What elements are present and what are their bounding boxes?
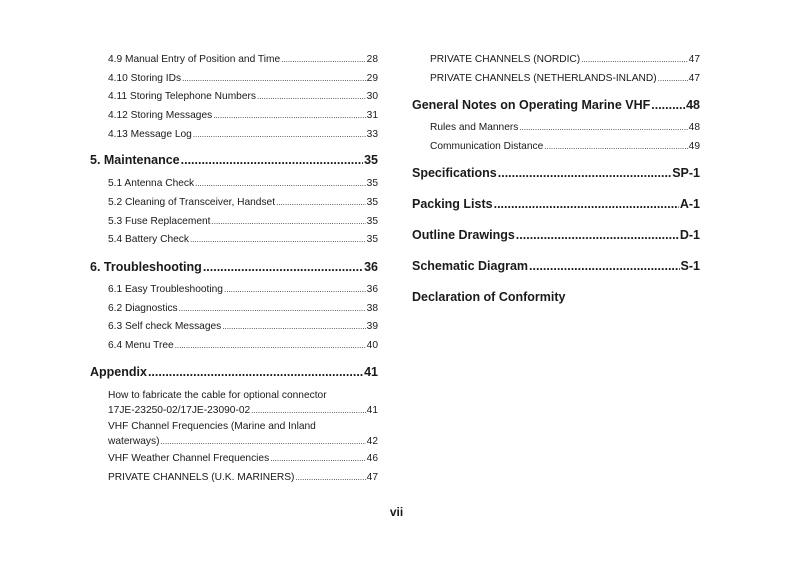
toc-entry-label: 4.9 Manual Entry of Position and Time (108, 54, 281, 65)
page-number: vii (389, 505, 404, 519)
dot-leader (179, 302, 366, 316)
toc-page-number: A-1 (679, 197, 700, 211)
toc-entry-label: 4.12 Storing Messages (108, 110, 213, 121)
toc-page-number: 35 (366, 178, 378, 189)
toc-entry-5-4[interactable] (108, 233, 378, 247)
toc-entry-label: 5.3 Fuse Replacement (108, 216, 211, 227)
toc-entry-label: 6.3 Self check Messages (108, 321, 222, 332)
toc-page-number: 28 (366, 54, 378, 65)
dot-leader (212, 215, 366, 229)
toc-entry-label: VHF Channel Frequencies (Marine and Inland (108, 421, 316, 432)
toc-entry-label: 6.1 Easy Troubleshooting (108, 284, 223, 295)
toc-page-number: 31 (366, 110, 378, 121)
toc-entry-private-uk[interactable] (108, 471, 378, 485)
toc-page-number: 42 (366, 436, 378, 447)
dot-leader (161, 434, 366, 449)
toc-entry-5-3[interactable] (108, 215, 378, 229)
dot-leader (270, 452, 365, 466)
toc-page-number: 35 (366, 197, 378, 208)
toc-entry-label: Rules and Manners (430, 122, 519, 133)
dot-leader (257, 90, 366, 104)
toc-section-outline-drawings[interactable] (412, 227, 700, 243)
toc-section-title: Schematic Diagram (412, 259, 529, 273)
toc-page-number: 33 (366, 129, 378, 140)
toc-entry-label: How to fabricate the cable for optional connector (108, 390, 327, 401)
toc-entry-label: PRIVATE CHANNELS (NORDIC) (430, 54, 581, 65)
dot-leader (203, 259, 363, 275)
toc-section-title: 5. Maintenance (90, 153, 180, 167)
toc-page-number: S-1 (680, 259, 700, 273)
toc-entry-label: 6.4 Menu Tree (108, 340, 174, 351)
dot-leader (494, 196, 679, 212)
dot-leader (175, 339, 366, 353)
dot-leader (544, 140, 687, 154)
dot-leader (516, 227, 679, 243)
toc-page-number: 30 (366, 91, 378, 102)
toc-entry-4-12[interactable] (108, 109, 378, 123)
toc-section-specifications[interactable] (412, 165, 700, 181)
dot-leader (181, 152, 363, 168)
toc-page-number: 35 (366, 234, 378, 245)
toc-entry-private-netherlands[interactable] (430, 72, 700, 86)
toc-entry-label: 4.13 Message Log (108, 129, 192, 140)
toc-page-number: 41 (364, 365, 378, 379)
toc-page-number: 48 (686, 98, 700, 112)
toc-section-title: Specifications (412, 166, 497, 180)
toc-page-number: 39 (366, 321, 378, 332)
toc-section-schematic-diagram[interactable] (412, 258, 700, 274)
dot-leader (581, 53, 687, 67)
dot-leader (190, 233, 366, 247)
toc-page-number: D-1 (679, 228, 700, 242)
dot-leader (195, 177, 366, 191)
toc-page-number: 41 (366, 405, 378, 416)
toc-entry-label: waterways) (108, 436, 160, 447)
toc-section-title: Outline Drawings (412, 228, 515, 242)
toc-page-number: 47 (688, 54, 700, 65)
toc-page-number: 35 (364, 153, 378, 167)
toc-section-troubleshooting[interactable] (90, 259, 378, 275)
dot-leader (224, 283, 366, 297)
toc-section-declaration[interactable] (412, 289, 700, 305)
toc-section-maintenance[interactable] (90, 152, 378, 168)
toc-section-title: Declaration of Conformity (412, 290, 566, 304)
toc-entry-4-11[interactable] (108, 90, 378, 104)
toc-entry-label: 17JE-23250-02/17JE-23090-02 (108, 405, 251, 416)
dot-leader (658, 72, 688, 86)
toc-page-number: 36 (366, 284, 378, 295)
toc-page-number: 48 (688, 122, 700, 133)
dot-leader (251, 403, 365, 418)
dot-leader (193, 128, 366, 142)
toc-entry-label: PRIVATE CHANNELS (U.K. MARINERS) (108, 472, 295, 483)
toc-entry-label: 5.1 Antenna Check (108, 178, 195, 189)
dot-leader (498, 165, 671, 181)
toc-section-title: Packing Lists (412, 197, 493, 211)
toc-entry-private-nordic[interactable] (430, 53, 700, 67)
dot-leader (519, 121, 687, 135)
toc-entry-4-13[interactable] (108, 128, 378, 142)
toc-entry-label: 4.10 Storing IDs (108, 73, 182, 84)
toc-section-general-notes[interactable] (412, 97, 700, 113)
toc-page-number: 36 (364, 260, 378, 274)
toc-entry-rules-and-manners[interactable] (430, 121, 700, 135)
toc-entry-label: 5.4 Battery Check (108, 234, 189, 245)
dot-leader (276, 196, 366, 210)
dot-leader (281, 53, 366, 67)
toc-entry-label: 6.2 Diagnostics (108, 303, 178, 314)
toc-entry-6-2[interactable] (108, 302, 378, 316)
toc-entry-communication-distance[interactable] (430, 140, 700, 154)
toc-entry-label: 5.2 Cleaning of Transceiver, Handset (108, 197, 276, 208)
dot-leader (222, 320, 365, 334)
toc-entry-label: PRIVATE CHANNELS (NETHERLANDS-INLAND) (430, 73, 657, 84)
toc-page-number: 35 (366, 216, 378, 227)
dot-leader (651, 97, 685, 113)
toc-section-title: 6. Troubleshooting (90, 260, 202, 274)
dot-leader (213, 109, 365, 123)
toc-page-number: 46 (366, 453, 378, 464)
toc-entry-6-1[interactable] (108, 283, 378, 297)
toc-page-number: 40 (366, 340, 378, 351)
toc-section-packing-lists[interactable] (412, 196, 700, 212)
toc-section-title: General Notes on Operating Marine VHF (412, 98, 651, 112)
toc-entry-4-10[interactable] (108, 72, 378, 86)
toc-page-number: 38 (366, 303, 378, 314)
dot-leader (182, 72, 366, 86)
toc-entry-label: VHF Weather Channel Frequencies (108, 453, 270, 464)
toc-entry-6-3[interactable] (108, 320, 378, 334)
toc-page-number: 47 (366, 472, 378, 483)
toc-entry-5-2[interactable] (108, 196, 378, 210)
toc-entry-4-9[interactable] (108, 53, 378, 67)
toc-entry-label: 4.11 Storing Telephone Numbers (108, 91, 256, 102)
toc-section-appendix[interactable] (90, 364, 378, 380)
toc-entry-vhf-channel-frequencies[interactable] (108, 419, 378, 449)
toc-page-number: 29 (366, 73, 378, 84)
dot-leader (295, 471, 365, 485)
toc-entry-5-1[interactable] (108, 177, 378, 191)
toc-entry-label: Communication Distance (430, 141, 544, 152)
dot-leader (529, 258, 680, 274)
toc-entry-weather-channels[interactable] (108, 452, 378, 466)
toc-entry-cable-fabrication[interactable] (108, 388, 378, 418)
toc-entry-6-4[interactable] (108, 339, 378, 353)
toc-page-number: 47 (688, 73, 700, 84)
toc-section-title: Appendix (90, 365, 147, 379)
toc-page-number: 49 (688, 141, 700, 152)
toc-page-number: SP-1 (672, 166, 700, 180)
dot-leader (148, 364, 363, 380)
